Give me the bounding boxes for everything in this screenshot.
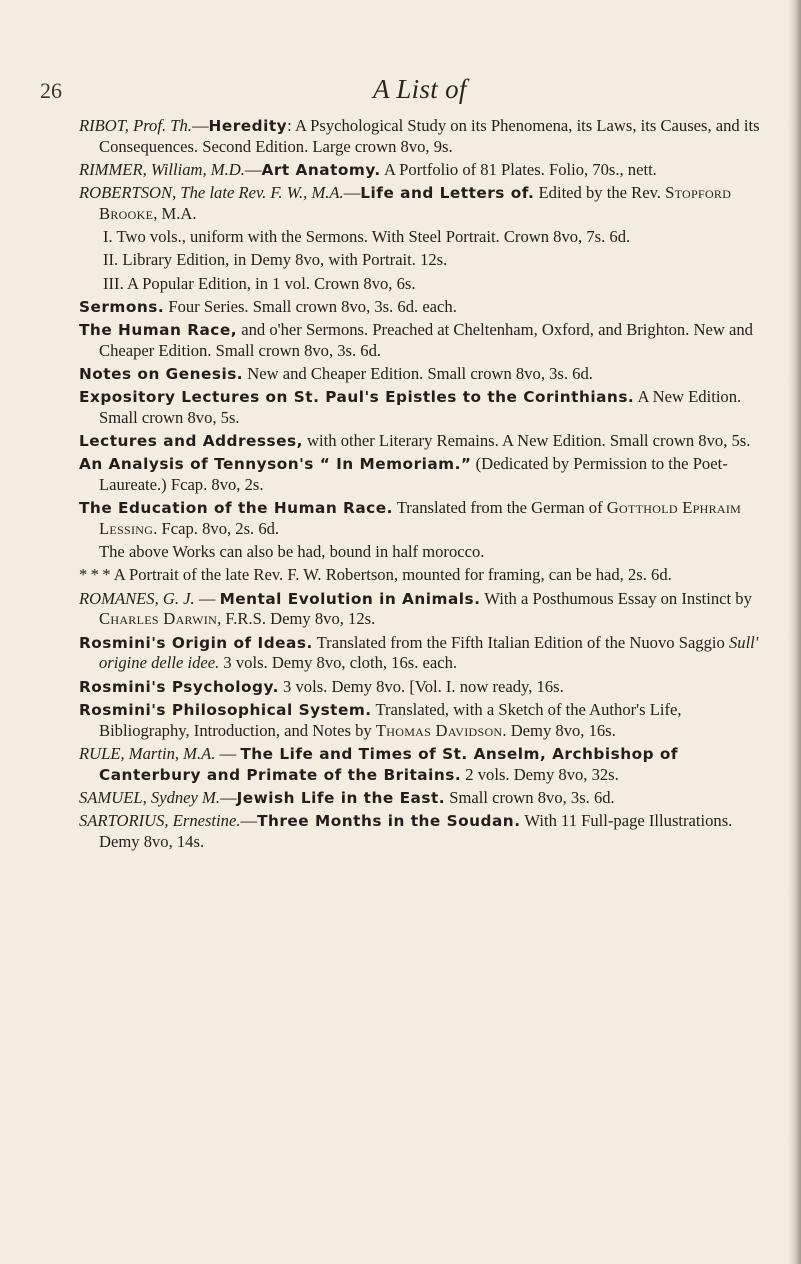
entry-details: With 11 Full-page Illustrations. Demy 8vo, 14s. — [99, 810, 733, 851]
entry-title: Jewish Life in the East. — [236, 788, 446, 807]
translator-name: Thomas Davidson — [375, 720, 503, 740]
edition-item: III. A Popular Edition, in 1 vol. Crown 8vo, 6s. — [103, 273, 416, 293]
work-title: The Education of the Human Race. — [79, 499, 393, 518]
asterism-mark: * * * — [79, 565, 111, 585]
entry-details-end: , M.A. — [153, 203, 197, 223]
translator-name: Gotthold Ephraim Lessing — [99, 498, 742, 539]
work-title: An Analysis of Tennyson's “ In Memoriam.” — [79, 455, 472, 474]
page-edge-shadow — [787, 0, 801, 1264]
page-header — [0, 70, 801, 110]
entry-samuel — [79, 788, 773, 809]
entry-title: Life and Letters of. — [360, 184, 535, 203]
entry-details: Small crown 8vo, 3s. 6d. — [445, 787, 615, 807]
entry-author: ROBERTSON, The late Rev. F. W., M.A. — [79, 183, 344, 203]
work-title: Lectures and Addresses, — [79, 432, 303, 451]
entry-details: : A Psychological Study on its Phenomena, its Laws, its Causes, and its Consequences. Second Edition. Large crown 8vo, 9s. — [99, 116, 760, 156]
page-number: 26 — [40, 78, 62, 103]
italian-title: Sull' origine delle idee. — [99, 632, 759, 673]
entry-rimmer — [79, 160, 773, 181]
entry-dash: — — [215, 743, 241, 763]
entry-title: Mental Evolution in Animals. — [219, 589, 481, 608]
work-sermons — [79, 297, 773, 318]
entry-details: A Portfolio of 81 Plates. Folio, 70s., nett. — [380, 159, 657, 179]
work-details: A New Edition. Small crown 8vo, 5s. — [99, 387, 742, 427]
entry-details-end: 3 vols. Demy 8vo, cloth, 16s. each. — [219, 653, 458, 673]
entry-dash: — — [343, 183, 361, 203]
entry-rule — [79, 744, 773, 786]
work-lectures-addresses — [79, 431, 773, 452]
entry-rosmini-psychology — [79, 677, 773, 698]
entry-dash: — — [244, 159, 262, 179]
entry-title: The Life and Times of St. Anselm, Archbishop of Canterbury and Primate of the Britains. — [99, 744, 679, 784]
note-text: A Portrait of the late Rev. F. W. Robertson, mounted for framing, can be had, 2s. 6d. — [110, 565, 672, 585]
entry-author: RIBOT, Prof. Th. — [79, 116, 192, 135]
entry-author: RIMMER, William, M.D. — [79, 159, 245, 179]
catalogue-list — [79, 116, 773, 855]
work-details: New and Cheaper Edition. Small crown 8vo, 3s. 6d. — [243, 363, 593, 383]
entry-details: Translated from the Fifth Italian Edition of the Nuovo Saggio — [312, 632, 729, 652]
work-details: with other Literary Remains. A New Edition. Small crown 8vo, 5s. — [302, 431, 751, 451]
entry-dash: — — [240, 810, 258, 830]
entry-title: Heredity — [208, 117, 288, 135]
work-title: The Human Race, — [79, 320, 238, 339]
work-details: Translated from the German of — [392, 498, 607, 518]
entry-title: Rosmini's Origin of Ideas. — [79, 633, 313, 652]
entry-title: Rosmini's Psychology. — [79, 677, 279, 696]
edition-item: I. Two vols., uniform with the Sermons. With Steel Portrait. Crown 8vo, 7s. 6d. — [103, 227, 631, 247]
work-education-human-race — [79, 498, 773, 540]
entry-title: Art Anatomy. — [261, 160, 381, 179]
entry-details: 2 vols. Demy 8vo, 32s. — [461, 764, 619, 784]
entry-title: Rosmini's Philosophical System. — [79, 700, 372, 719]
edition-item: II. Library Edition, in Demy 8vo, with Portrait. 12s. — [103, 250, 448, 270]
entry-dash: — — [191, 116, 209, 135]
entry-rosmini-origin — [79, 633, 773, 675]
work-details: (Dedicated by Permission to the Poet-Laureate.) Fcap. 8vo, 2s. — [99, 454, 728, 495]
entry-details: With a Posthumous Essay on Instinct by — [480, 588, 752, 608]
note-morocco: The above Works can also be had, bound in half morocco. — [99, 542, 485, 562]
work-details-end: . Fcap. 8vo, 2s. 6d. — [153, 519, 280, 539]
entry-title: Three Months in the Soudan. — [257, 811, 521, 830]
entry-author: SAMUEL, Sydney M. — [79, 787, 221, 807]
entry-dash: — — [220, 787, 237, 807]
entry-details-end: . Demy 8vo, 16s. — [502, 720, 616, 740]
work-tennyson-analysis — [79, 454, 773, 496]
entry-dash: — — [194, 588, 220, 608]
entry-ribot — [79, 116, 773, 158]
entry-author: RULE, Martin, M.A. — [79, 743, 216, 763]
running-title: A List of — [373, 74, 467, 104]
note-portrait — [79, 565, 773, 586]
work-details: Four Series. Small crown 8vo, 3s. 6d. each. — [164, 296, 457, 316]
essayist-name: Charles Darwin — [99, 609, 218, 629]
entry-details: Translated, with a Sketch of the Author's Life, Bibliography, Introduction, and Notes by — [99, 699, 682, 740]
work-title: Notes on Genesis. — [79, 364, 244, 383]
work-details: and o'her Sermons. Preached at Cheltenham, Oxford, and Brighton. New and Cheaper Edition. Small crown 8vo, 3s. 6d. — [99, 319, 753, 360]
editor-name: Stopford Brooke — [99, 183, 732, 223]
entry-details-end: , F.R.S. Demy 8vo, 12s. — [217, 609, 376, 629]
entry-rosmini-system — [79, 700, 773, 742]
entry-robertson — [79, 183, 773, 225]
work-expository-lectures — [79, 387, 773, 429]
work-notes-genesis — [79, 364, 773, 385]
entry-details: Edited by the Rev. — [534, 183, 666, 203]
entry-author: ROMANES, G. J. — [79, 588, 195, 608]
entry-romanes — [79, 589, 773, 631]
work-title: Sermons. — [79, 297, 165, 316]
entry-sartorius — [79, 811, 773, 853]
entry-details: 3 vols. Demy 8vo. [Vol. I. now ready, 16s. — [278, 676, 564, 696]
entry-author: SARTORIUS, Ernestine. — [79, 810, 241, 830]
work-title: Expository Lectures on St. Paul's Epistles to the Corinthians. — [79, 388, 635, 407]
work-human-race — [79, 320, 773, 362]
